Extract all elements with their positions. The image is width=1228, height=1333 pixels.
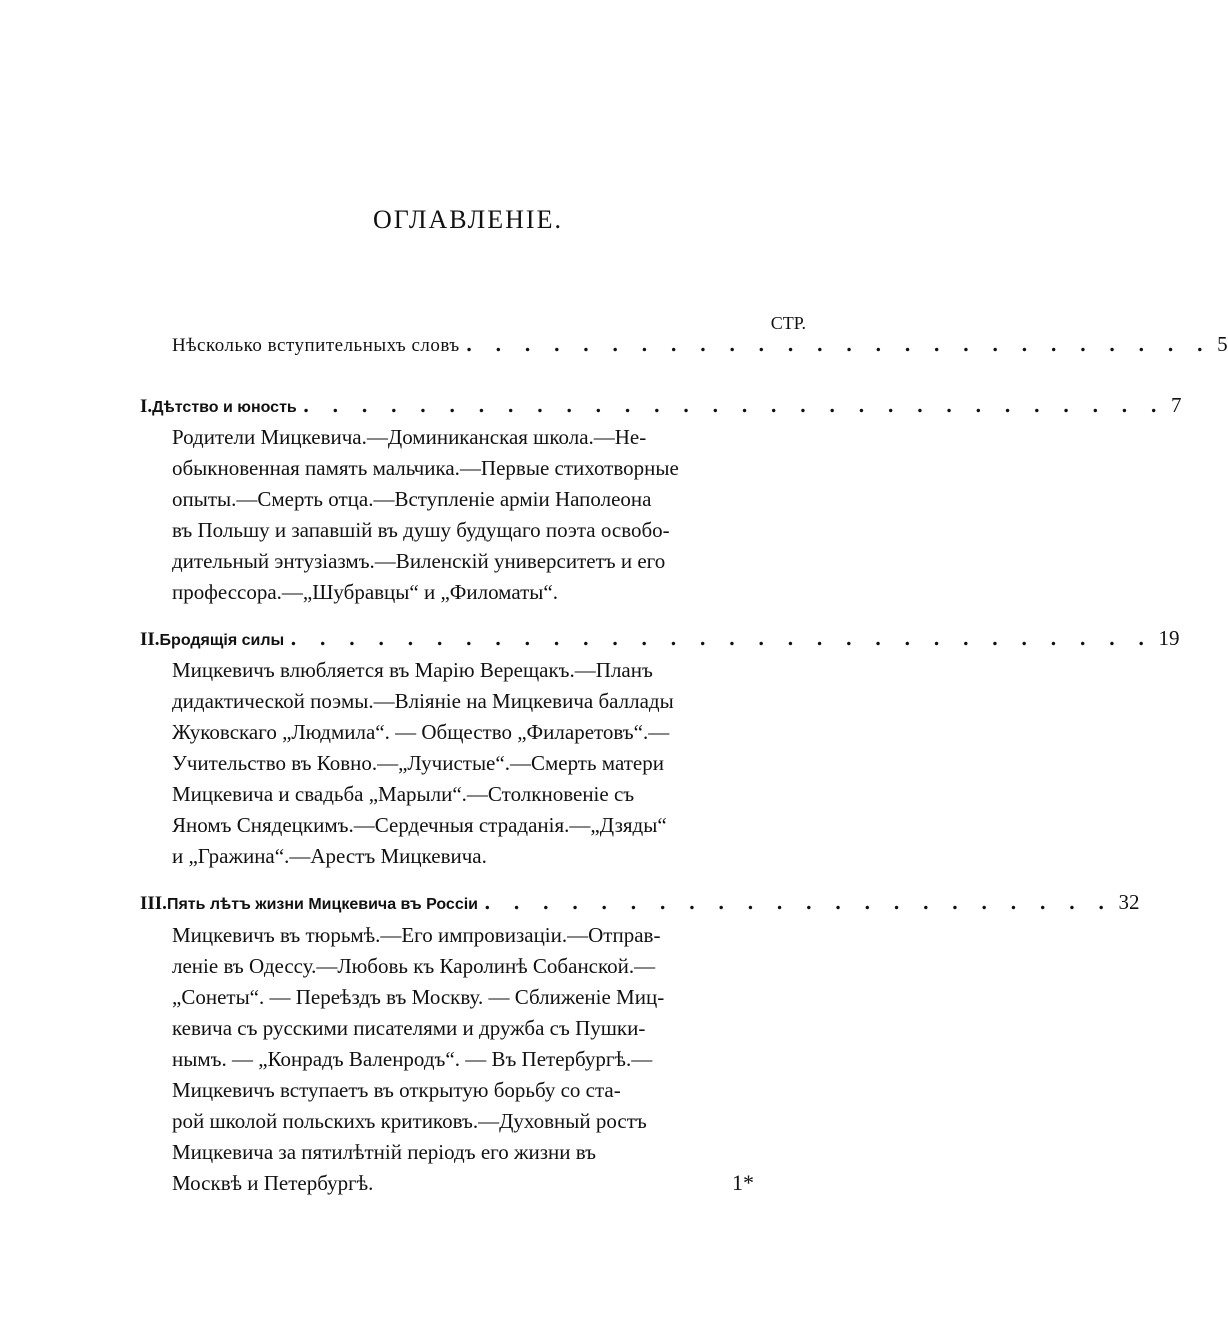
summary-line: Родители Мицкевича.—Доминиканская школа.—Не-	[172, 425, 647, 449]
toc-page-number: 19	[1158, 626, 1180, 650]
summary-line: Мицкевича за пятилѣтній періодъ его жизни въ	[172, 1140, 596, 1164]
summary-line: Учительство въ Ковно.—„Лучистые“.—Смерть матери	[172, 751, 664, 775]
toc-entry-chapter-1	[140, 393, 1182, 418]
chapter-heading: Пять лѣтъ жизни Мицкевича въ Россіи	[166, 896, 478, 913]
summary-line: и „Гражина“.—Арестъ Мицкевича.	[172, 844, 487, 868]
toc-entry-intro	[172, 332, 1228, 357]
toc-entry-label: Нѣсколько вступительныхъ словъ	[172, 335, 460, 356]
summary-line: Мицкевичъ влюбляется въ Марію Верещакъ.—Планъ	[172, 658, 653, 682]
summary-line: Мицкевичъ вступаетъ въ открытую борьбу со ста-	[172, 1078, 621, 1102]
toc-entry-chapter-2	[140, 626, 1180, 651]
summary-line: Жуковскаго „Людмила“. — Общество „Филаретовъ“.—	[172, 720, 670, 744]
summary-line: Мицкевича и свадьба „Марыли“.—Столкновеніе съ	[172, 782, 635, 806]
page-column-label: СТР.	[770, 313, 806, 333]
dot-leader: . . . . . . . . . . . . . . . . . . . . . .	[484, 892, 1113, 914]
dot-leader: . . . . . . . . . . . . . . . . . . . . . . . . . . . . . .	[290, 628, 1153, 650]
chapter-heading: Дѣтство и юность	[152, 399, 297, 416]
chapter-heading: Бродящія силы	[159, 632, 285, 649]
summary-line: Мицкевичъ въ тюрьмѣ.—Его импровизаціи.—Отправ-	[172, 923, 661, 947]
chapter-summary	[172, 920, 752, 1199]
summary-line: рой школой польскихъ критиковъ.—Духовный ростъ	[172, 1109, 647, 1133]
summary-line: дительный энтузіазмъ.—Виленскій университетъ и его	[172, 549, 666, 573]
toc-page-number: 32	[1118, 890, 1140, 914]
toc-page-number: 7	[1171, 393, 1182, 417]
toc-entry-chapter-3	[140, 890, 1140, 915]
chapter-summary	[172, 422, 752, 608]
summary-line: нымъ. — „Конрадъ Валенродъ“. — Въ Петербургѣ.—	[172, 1047, 653, 1071]
chapter-number: II.	[140, 629, 160, 650]
summary-line: кевича съ русскими писателями и дружба съ Пушки-	[172, 1016, 646, 1040]
dot-leader: . . . . . . . . . . . . . . . . . . . . . . . . . . . . . .	[302, 395, 1166, 417]
signature-mark: 1*	[732, 1170, 754, 1195]
summary-line: Москвѣ и Петербургѣ.	[172, 1171, 374, 1195]
chapter-number: I.	[140, 396, 153, 417]
summary-line: профессора.—„Шубравцы“ и „Филоматы“.	[172, 580, 558, 604]
summary-line: обыкновенная память мальчика.—Первые стихотворные	[172, 456, 679, 480]
summary-line: леніе въ Одессу.—Любовь къ Каролинѣ Собанской.—	[172, 954, 656, 978]
summary-line: дидактической поэмы.—Вліяніе на Мицкевича баллады	[172, 689, 674, 713]
summary-line: Яномъ Снядецкимъ.—Сердечныя страданія.—„Дзяды“	[172, 813, 667, 837]
chapter-number: III.	[140, 893, 167, 914]
toc-page-number: 5	[1217, 332, 1228, 356]
dot-leader: . . . . . . . . . . . . . . . . . . . . . . . . . .	[465, 334, 1212, 356]
page-title: ОГЛАВЛЕНІЕ.	[373, 205, 563, 234]
summary-line: въ Польшу и запавшій въ душу будущаго поэта освобо-	[172, 518, 670, 542]
chapter-summary	[172, 655, 752, 872]
summary-line: „Сонеты“. — Переѣздъ въ Москву. — Сближеніе Миц-	[172, 985, 665, 1009]
summary-line: опыты.—Смерть отца.—Вступленіе арміи Наполеона	[172, 487, 652, 511]
